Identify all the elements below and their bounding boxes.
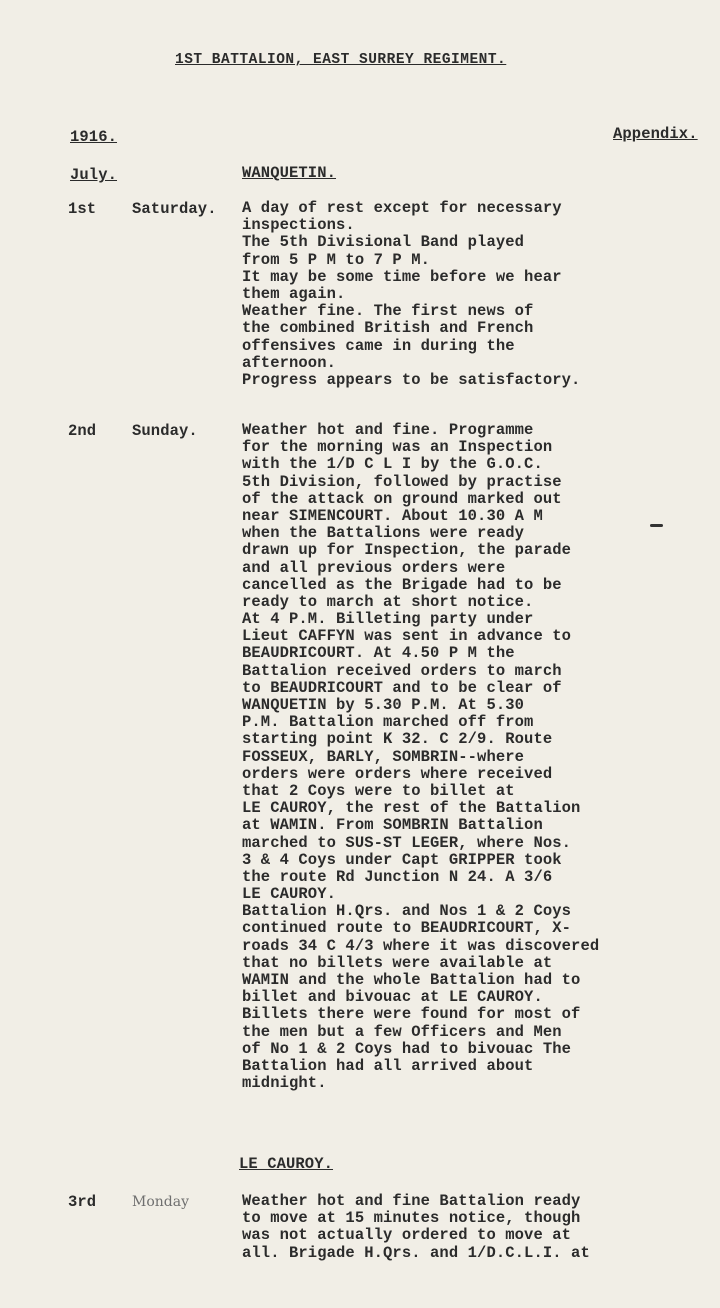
entry-line: Battalion had all arrived about xyxy=(242,1056,534,1075)
entry-line: with the 1/D C L I by the G.O.C. xyxy=(242,455,543,474)
entry-line: LE CAUROY, the rest of the Battalion xyxy=(242,799,581,818)
entry-line: drawn up for Inspection, the parade xyxy=(242,541,572,560)
month-heading: July. xyxy=(70,166,118,184)
entry-line: WAMIN and the whole Battalion had to xyxy=(242,971,581,989)
appendix-label: Appendix. xyxy=(613,125,698,143)
entry-line: the men but a few Officers and Men xyxy=(242,1022,562,1041)
entry-line: them again. xyxy=(242,284,346,303)
entry-line: of the attack on ground marked out xyxy=(242,489,562,508)
entry-line: marched to SUS-ST LEGER, where Nos. xyxy=(242,833,572,852)
entry-line: Weather fine. The first news of xyxy=(242,302,534,321)
entry-line: when the Battalions were ready xyxy=(242,524,525,543)
document-title: 1ST BATTALION, EAST SURREY REGIMENT. xyxy=(175,52,507,68)
entry-text xyxy=(242,1193,590,1262)
entry-line: near SIMENCOURT. About 10.30 A M xyxy=(242,506,543,525)
entry-line: Battalion received orders to march xyxy=(242,661,562,680)
entry-line: and all previous orders were xyxy=(242,558,506,577)
entry-line: The 5th Divisional Band played xyxy=(242,233,525,252)
entry-line: midnight. xyxy=(242,1074,327,1093)
entry-line: ready to march at short notice. xyxy=(242,592,534,611)
entry-line: the route Rd Junction N 24. A 3/6 xyxy=(242,867,553,886)
entry-text xyxy=(242,200,580,389)
entry-line: Weather hot and fine. Programme xyxy=(242,421,534,439)
entry-text xyxy=(242,422,599,1092)
entry-line: from 5 P M to 7 P M. xyxy=(242,250,431,269)
entry-line: afternoon. xyxy=(242,353,337,372)
entry-line: LE CAUROY. xyxy=(242,885,337,904)
entry-line: A day of rest except for necessary xyxy=(242,199,562,217)
entry-line: starting point K 32. C 2/9. Route xyxy=(242,730,553,749)
entry-line: of No 1 & 2 Coys had to bivouac The xyxy=(242,1039,572,1058)
entry-line: continued route to BEAUDRICOURT, X- xyxy=(242,919,572,938)
entry-line: to move at 15 minutes notice, though xyxy=(242,1209,581,1228)
entry-line: at WAMIN. From SOMBRIN Battalion xyxy=(242,816,543,835)
entry-line: was not actually ordered to move at xyxy=(242,1226,572,1245)
entry-line: Progress appears to be satisfactory. xyxy=(242,370,581,389)
location-heading-wanquetin: WANQUETIN. xyxy=(242,164,337,182)
entry-weekday: Saturday. xyxy=(132,200,217,218)
entry-line: to BEAUDRICOURT and to be clear of xyxy=(242,678,562,697)
entry-line: inspections. xyxy=(242,216,355,235)
entry-line: P.M. Battalion marched off from xyxy=(242,713,534,732)
entry-day: 1st xyxy=(68,200,97,218)
entry-line: Billets there were found for most of xyxy=(242,1005,581,1024)
year-heading: 1916. xyxy=(70,128,118,146)
location-heading-le-cauroy: LE CAUROY. xyxy=(239,1155,334,1173)
entry-line: At 4 P.M. Billeting party under xyxy=(242,610,534,629)
entry-weekday: Sunday. xyxy=(132,422,198,440)
entry-line: for the morning was an Inspection xyxy=(242,438,553,457)
entry-line: 3 & 4 Coys under Capt GRIPPER took xyxy=(242,850,562,869)
entry-line: Weather hot and fine Battalion ready xyxy=(242,1192,581,1210)
entry-line: FOSSEUX, BARLY, SOMBRIN--where xyxy=(242,747,525,766)
entry-line: the combined British and French xyxy=(242,319,534,338)
entry-line: cancelled as the Brigade had to be xyxy=(242,575,562,594)
entry-line: BEAUDRICOURT. At 4.50 P M the xyxy=(242,644,515,663)
entry-line: Battalion H.Qrs. and Nos 1 & 2 Coys xyxy=(242,902,572,921)
entry-line: orders were orders where received xyxy=(242,764,553,783)
entry-line: It may be some time before we hear xyxy=(242,267,562,286)
entry-line: that 2 Coys were to billet at xyxy=(242,781,515,800)
margin-mark xyxy=(650,524,663,527)
entry-line: WANQUETIN by 5.30 P.M. At 5.30 xyxy=(242,696,525,714)
entry-line: all. Brigade H.Qrs. and 1/D.C.L.I. at xyxy=(242,1243,590,1262)
entry-line: roads 34 C 4/3 where it was discovered xyxy=(242,936,600,955)
entry-line: billet and bivouac at LE CAUROY. xyxy=(242,988,543,1007)
entry-line: 5th Division, followed by practise xyxy=(242,472,562,491)
entry-day: 2nd xyxy=(68,422,97,440)
entry-day: 3rd xyxy=(68,1193,97,1211)
entry-line: offensives came in during the xyxy=(242,336,515,355)
entry-line: that no billets were available at xyxy=(242,953,553,972)
entry-line: Lieut CAFFYN was sent in advance to xyxy=(242,627,572,646)
entry-weekday: Monday xyxy=(132,1194,189,1210)
